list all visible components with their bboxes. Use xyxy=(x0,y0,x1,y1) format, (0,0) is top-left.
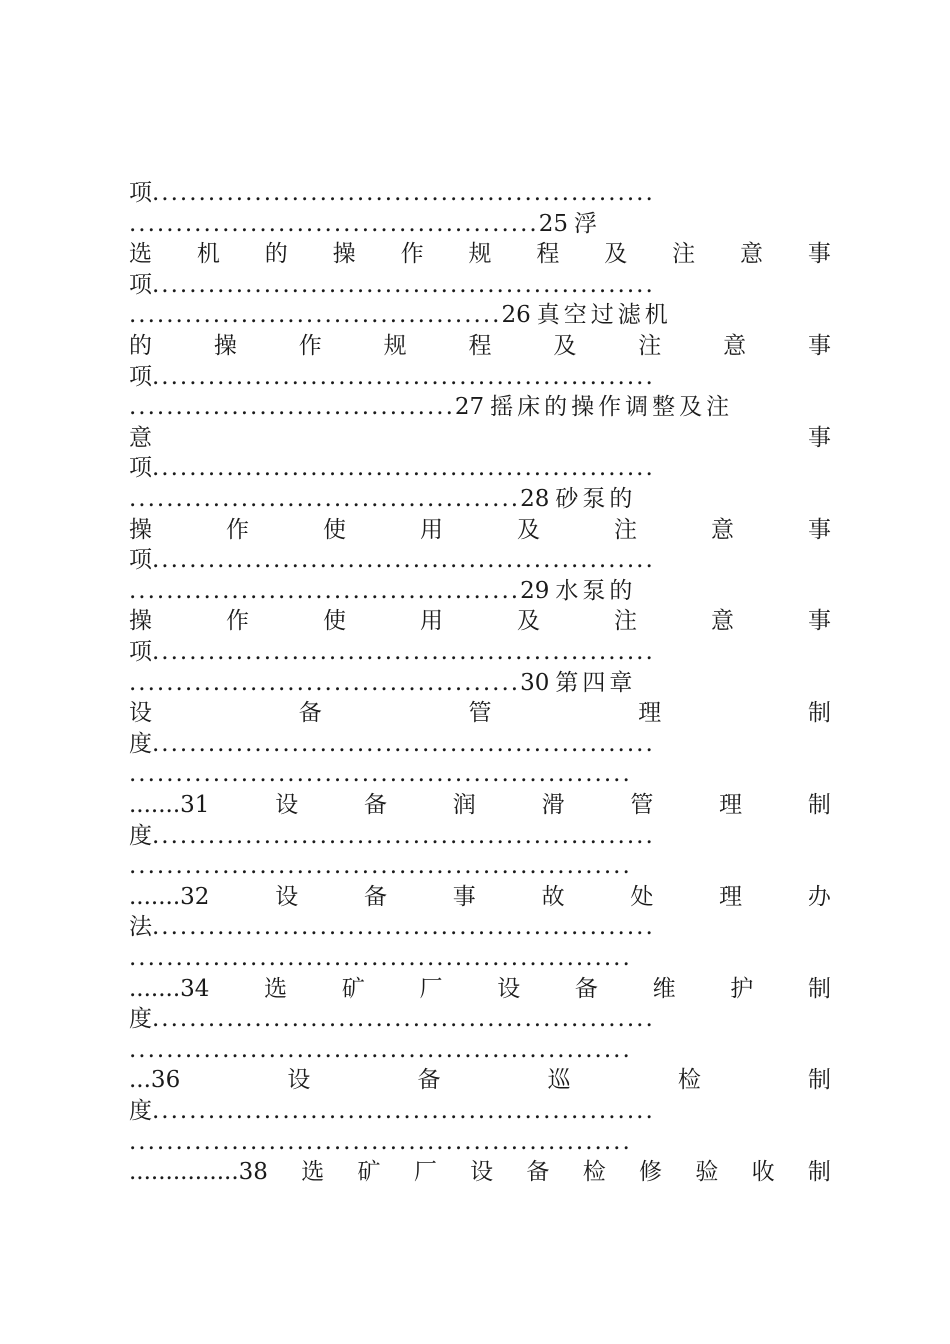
leader-dots: ...................................................... xyxy=(152,1098,655,1124)
toc-entry-char: 办 xyxy=(807,883,831,910)
leader-dots: .......................................... xyxy=(129,577,521,604)
toc-entry-text: 真空过滤机 xyxy=(536,302,672,329)
toc-entry-char: 程 xyxy=(536,241,560,268)
leader-dots: ...................................................... xyxy=(152,639,655,665)
toc-entry-char: 作 xyxy=(226,608,249,635)
toc-entry-char: 备 xyxy=(364,883,388,910)
toc-line xyxy=(129,178,831,208)
toc-entry-text: 砂泵的 xyxy=(555,486,637,512)
leader-dots: ...................................................... xyxy=(129,1036,632,1063)
toc-entry-char: 备 xyxy=(526,1159,550,1186)
toc-entry-char: 规 xyxy=(383,333,407,359)
toc-entry-char: 修 xyxy=(639,1159,663,1186)
leader-dots: ............................................ xyxy=(129,210,539,237)
toc-entry-char: 备 xyxy=(298,700,322,727)
toc-entry-char: 意 xyxy=(723,333,747,359)
toc-entry-char: 注 xyxy=(672,241,696,268)
leader-dots: ...................................................... xyxy=(152,271,655,298)
leader-dots: ...................................................... xyxy=(129,945,632,971)
leader-dots: ...................................................... xyxy=(152,730,655,757)
toc-line xyxy=(129,668,831,698)
page-number: .......31 xyxy=(129,792,210,818)
toc-line xyxy=(129,484,831,514)
toc-entry-text: 项 xyxy=(129,547,152,574)
toc-entry-char: 注 xyxy=(614,608,637,635)
page-number: 30 xyxy=(520,669,550,696)
toc-entry-text: 度 xyxy=(129,730,152,757)
toc-line xyxy=(129,1096,831,1126)
toc-line xyxy=(129,912,831,942)
leader-dots: ...................................................... xyxy=(152,455,655,482)
toc-entry-char: 及 xyxy=(553,333,577,359)
toc-line xyxy=(129,1004,831,1034)
toc-line xyxy=(129,576,831,606)
leader-dots: ...................................................... xyxy=(129,853,632,880)
toc-entry-text: 项 xyxy=(129,455,152,482)
leader-dots: ...................................................... xyxy=(152,363,655,390)
toc-entry-char: 作 xyxy=(400,241,424,268)
toc-entry-char: 意 xyxy=(129,424,152,451)
toc-entry-char: 矿 xyxy=(341,975,365,1002)
toc-line xyxy=(129,851,831,881)
toc-entry-char: 操 xyxy=(129,516,152,543)
page-number: 27 xyxy=(454,394,485,421)
toc-entry-char: 设 xyxy=(275,792,299,818)
toc-entry-char: 事 xyxy=(808,608,831,635)
toc-entry-text: 度 xyxy=(129,822,152,849)
toc-entry-char: 事 xyxy=(452,883,476,910)
toc-entry-char: 及 xyxy=(517,516,540,543)
toc-entry-char: 操 xyxy=(129,608,152,635)
toc-line xyxy=(129,453,831,483)
toc-line xyxy=(129,423,831,453)
toc-entry-char: 维 xyxy=(652,975,676,1002)
toc-entry-char: 设 xyxy=(470,1159,494,1186)
toc-line xyxy=(129,545,831,575)
toc-entry-char: 护 xyxy=(730,975,754,1002)
leader-dots: ...................................................... xyxy=(129,1128,632,1155)
toc-line xyxy=(129,790,831,820)
toc-entry-char: 及 xyxy=(604,241,628,268)
toc-line xyxy=(129,637,831,667)
page-number: 29 xyxy=(520,577,550,604)
toc-entry-char: 管 xyxy=(630,792,654,818)
toc-entry-char: 选 xyxy=(129,241,152,268)
toc-line xyxy=(129,300,831,330)
page-number: .......34 xyxy=(129,975,210,1002)
toc-line xyxy=(129,270,831,300)
toc-line xyxy=(129,821,831,851)
toc-entry-char: 检 xyxy=(582,1159,606,1186)
toc-entry-char: 理 xyxy=(719,792,743,818)
toc-line xyxy=(129,698,831,728)
toc-line xyxy=(129,1157,831,1187)
toc-entry-char: 设 xyxy=(275,883,299,910)
toc-entry-char: 使 xyxy=(323,516,346,543)
toc-entry-char: 使 xyxy=(323,608,346,635)
toc-entry-char: 选 xyxy=(301,1159,325,1186)
toc-line xyxy=(129,759,831,789)
leader-dots: ...................................................... xyxy=(152,822,655,849)
toc-entry-char: 意 xyxy=(740,241,764,268)
toc-entry-char: 意 xyxy=(711,608,734,635)
toc-entry-char: 事 xyxy=(807,241,831,268)
page-number: 26 xyxy=(501,302,531,329)
toc-line xyxy=(129,331,831,361)
toc-entry-char: 事 xyxy=(808,516,831,543)
toc-entry-char: 用 xyxy=(420,516,443,543)
toc-line xyxy=(129,515,831,545)
toc-line xyxy=(129,943,831,973)
page-number: ...............38 xyxy=(129,1159,268,1186)
toc-entry-char: 制 xyxy=(808,700,831,727)
toc-entry-char: 滑 xyxy=(541,792,565,818)
toc-line xyxy=(129,1065,831,1095)
toc-entry-char: 备 xyxy=(417,1067,441,1094)
toc-entry-text: 摇床的操作调整及注 xyxy=(490,394,734,421)
toc-entry-text: 项 xyxy=(129,639,152,665)
toc-entry-char: 机 xyxy=(196,241,220,268)
leader-dots: ...................................................... xyxy=(152,180,655,206)
toc-entry-char: 管 xyxy=(468,700,492,727)
toc-entry-text: 水泵的 xyxy=(555,577,637,604)
toc-line xyxy=(129,606,831,636)
toc-entry-char: 备 xyxy=(574,975,598,1002)
toc-entry-char: 操 xyxy=(332,241,356,268)
toc-entry-char: 收 xyxy=(751,1159,775,1186)
toc-entry-text: 浮 xyxy=(573,210,601,237)
toc-entry-char: 故 xyxy=(541,883,565,910)
toc-entry-text: 项 xyxy=(129,271,152,298)
toc-entry-text: 度 xyxy=(129,1098,152,1124)
leader-dots: ...................................................... xyxy=(129,761,632,788)
toc-entry-char: 备 xyxy=(364,792,388,818)
toc-entry-char: 用 xyxy=(420,608,443,635)
leader-dots: ................................... xyxy=(129,394,455,421)
leader-dots: ...................................................... xyxy=(152,914,655,941)
toc-entry-char: 及 xyxy=(517,608,540,635)
page-number: ...36 xyxy=(129,1067,181,1094)
toc-entry-text: 第四章 xyxy=(555,669,637,696)
leader-dots: .......................................... xyxy=(129,669,521,696)
toc-line xyxy=(129,882,831,912)
toc-line xyxy=(129,974,831,1004)
toc-entry-char: 选 xyxy=(264,975,288,1002)
toc-entry-char: 厂 xyxy=(413,1159,437,1186)
toc-line xyxy=(129,729,831,759)
toc-entry-char: 设 xyxy=(129,700,152,727)
toc-entry-char: 事 xyxy=(808,333,831,359)
toc-line xyxy=(129,239,831,269)
toc-entry-char: 注 xyxy=(638,333,662,359)
toc-entry-char: 制 xyxy=(807,975,831,1002)
toc-entry-char: 作 xyxy=(298,333,322,359)
toc-entry-char: 巡 xyxy=(547,1067,571,1094)
page-number: .......32 xyxy=(129,883,210,910)
toc-entry-char: 制 xyxy=(807,1159,831,1186)
page-number: 25 xyxy=(538,210,568,237)
toc-entry-char: 事 xyxy=(808,424,831,451)
toc-entry-text: 度 xyxy=(129,1006,152,1033)
toc-entry-text: 法 xyxy=(129,914,152,941)
toc-entry-char: 作 xyxy=(226,516,249,543)
toc-entry-char: 的 xyxy=(129,333,152,359)
toc-entry-char: 制 xyxy=(807,792,831,818)
toc-entry-char: 制 xyxy=(807,1067,831,1094)
toc-entry-char: 验 xyxy=(695,1159,719,1186)
toc-entry-char: 注 xyxy=(614,516,637,543)
toc-entry-char: 检 xyxy=(677,1067,701,1094)
toc-entry-char: 理 xyxy=(719,883,743,910)
leader-dots: ........................................ xyxy=(129,302,502,329)
toc-entry-text: 项 xyxy=(129,180,152,206)
leader-dots: .......................................... xyxy=(129,486,521,512)
toc-line xyxy=(129,209,831,239)
toc-line xyxy=(129,362,831,392)
toc-entry-char: 理 xyxy=(638,700,662,727)
toc-entry-char: 设 xyxy=(287,1067,311,1094)
toc-entry-char: 设 xyxy=(497,975,521,1002)
toc-entry-char: 厂 xyxy=(419,975,443,1002)
leader-dots: ...................................................... xyxy=(152,1006,655,1033)
toc-entry-char: 操 xyxy=(213,333,237,359)
toc-line xyxy=(129,392,831,422)
toc-entry-text: 项 xyxy=(129,363,152,390)
toc-entry-char: 矿 xyxy=(357,1159,381,1186)
page-number: 28 xyxy=(520,486,550,512)
toc-entry-char: 的 xyxy=(264,241,288,268)
toc-entry-char: 处 xyxy=(630,883,654,910)
toc-entry-char: 规 xyxy=(468,241,492,268)
leader-dots: ...................................................... xyxy=(152,547,655,574)
toc-entry-char: 润 xyxy=(452,792,476,818)
toc-entry-char: 程 xyxy=(468,333,492,359)
toc-entry-char: 意 xyxy=(711,516,734,543)
toc-line xyxy=(129,1127,831,1157)
toc-line xyxy=(129,1035,831,1065)
